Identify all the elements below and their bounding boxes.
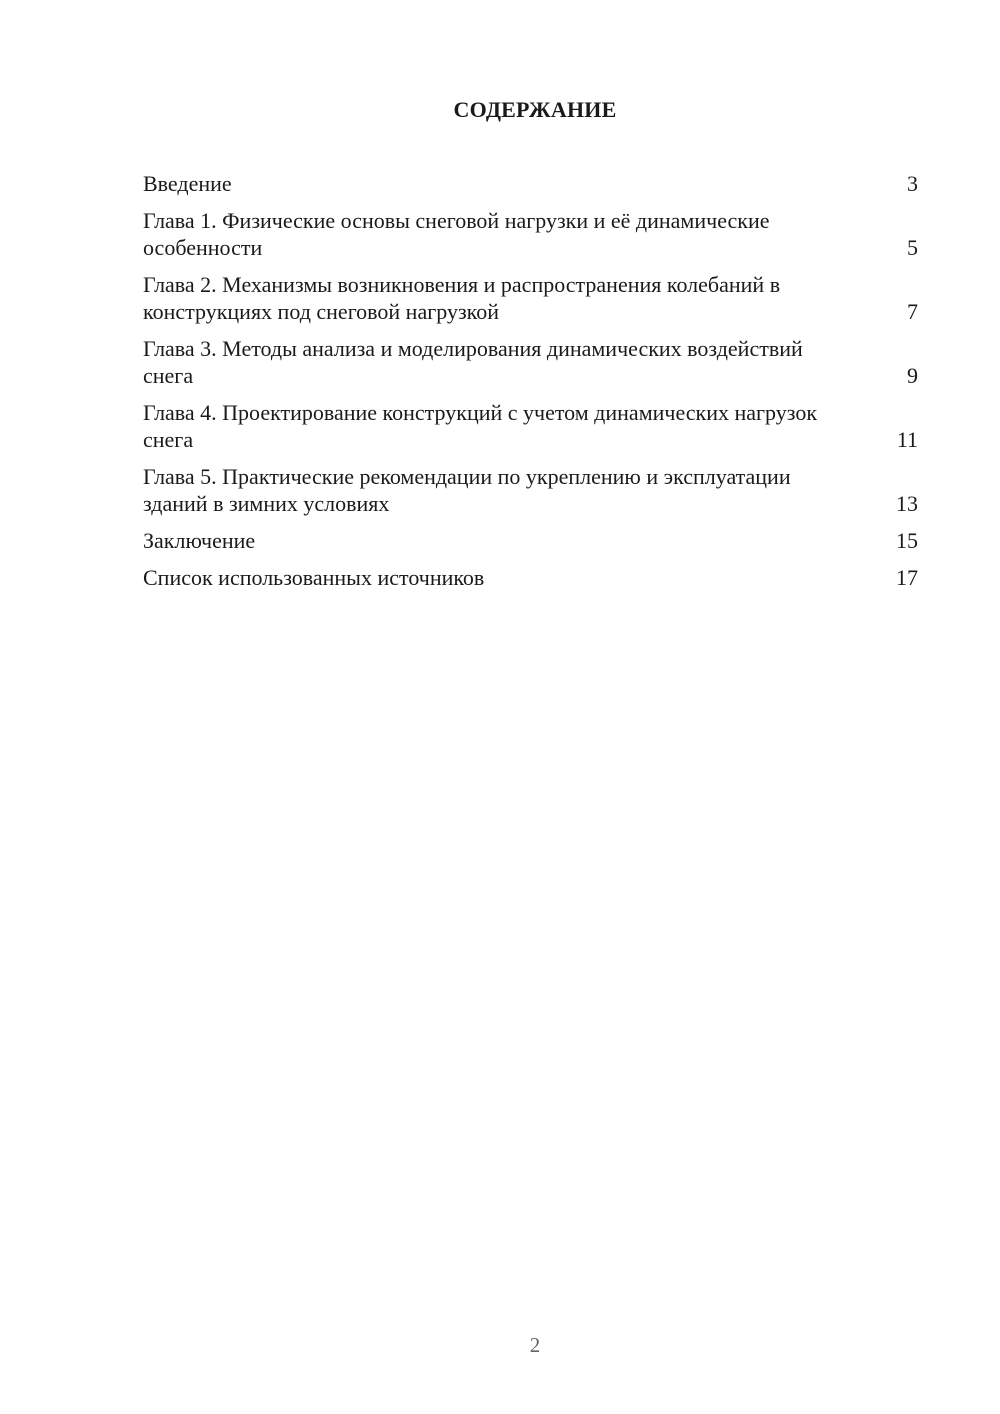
toc-entry-page: 11 (896, 427, 918, 452)
toc-entry-title: Заключение (143, 528, 256, 553)
toc-entry-page: 9 (907, 363, 918, 388)
toc-entry-title: Список использованных источников (143, 565, 485, 590)
page-title: СОДЕРЖАНИЕ (453, 97, 617, 122)
toc-entry (143, 463, 918, 517)
toc-entry-title: Глава 3. Методы анализа и моделирования динамических воздействий снега (143, 336, 803, 388)
table-of-contents (143, 170, 918, 601)
toc-entry-page: 13 (896, 491, 918, 516)
toc-entry (143, 564, 918, 591)
toc-entry-title: Глава 5. Практические рекомендации по укреплению и эксплуатации зданий в зимних условиях (143, 464, 791, 516)
toc-entry-page: 17 (896, 565, 918, 590)
toc-entry-page: 3 (907, 171, 918, 196)
toc-entry-page: 7 (907, 299, 918, 324)
toc-entry (143, 207, 918, 261)
toc-entry (143, 335, 918, 389)
toc-entry-page: 5 (907, 235, 918, 260)
toc-entry (143, 170, 918, 197)
page-number: 2 (529, 1333, 541, 1357)
toc-entry-title: Введение (143, 171, 232, 196)
toc-entry (143, 399, 918, 453)
toc-entry (143, 527, 918, 554)
toc-entry (143, 271, 918, 325)
toc-entry-title: Глава 2. Механизмы возникновения и распространения колебаний в конструкциях под снеговой нагрузкой (143, 272, 781, 324)
toc-entry-title: Глава 4. Проектирование конструкций с учетом динамических нагрузок снега (143, 400, 818, 452)
toc-entry-page: 15 (896, 528, 918, 553)
toc-entry-title: Глава 1. Физические основы снеговой нагрузки и её динамические особенности (143, 208, 770, 260)
